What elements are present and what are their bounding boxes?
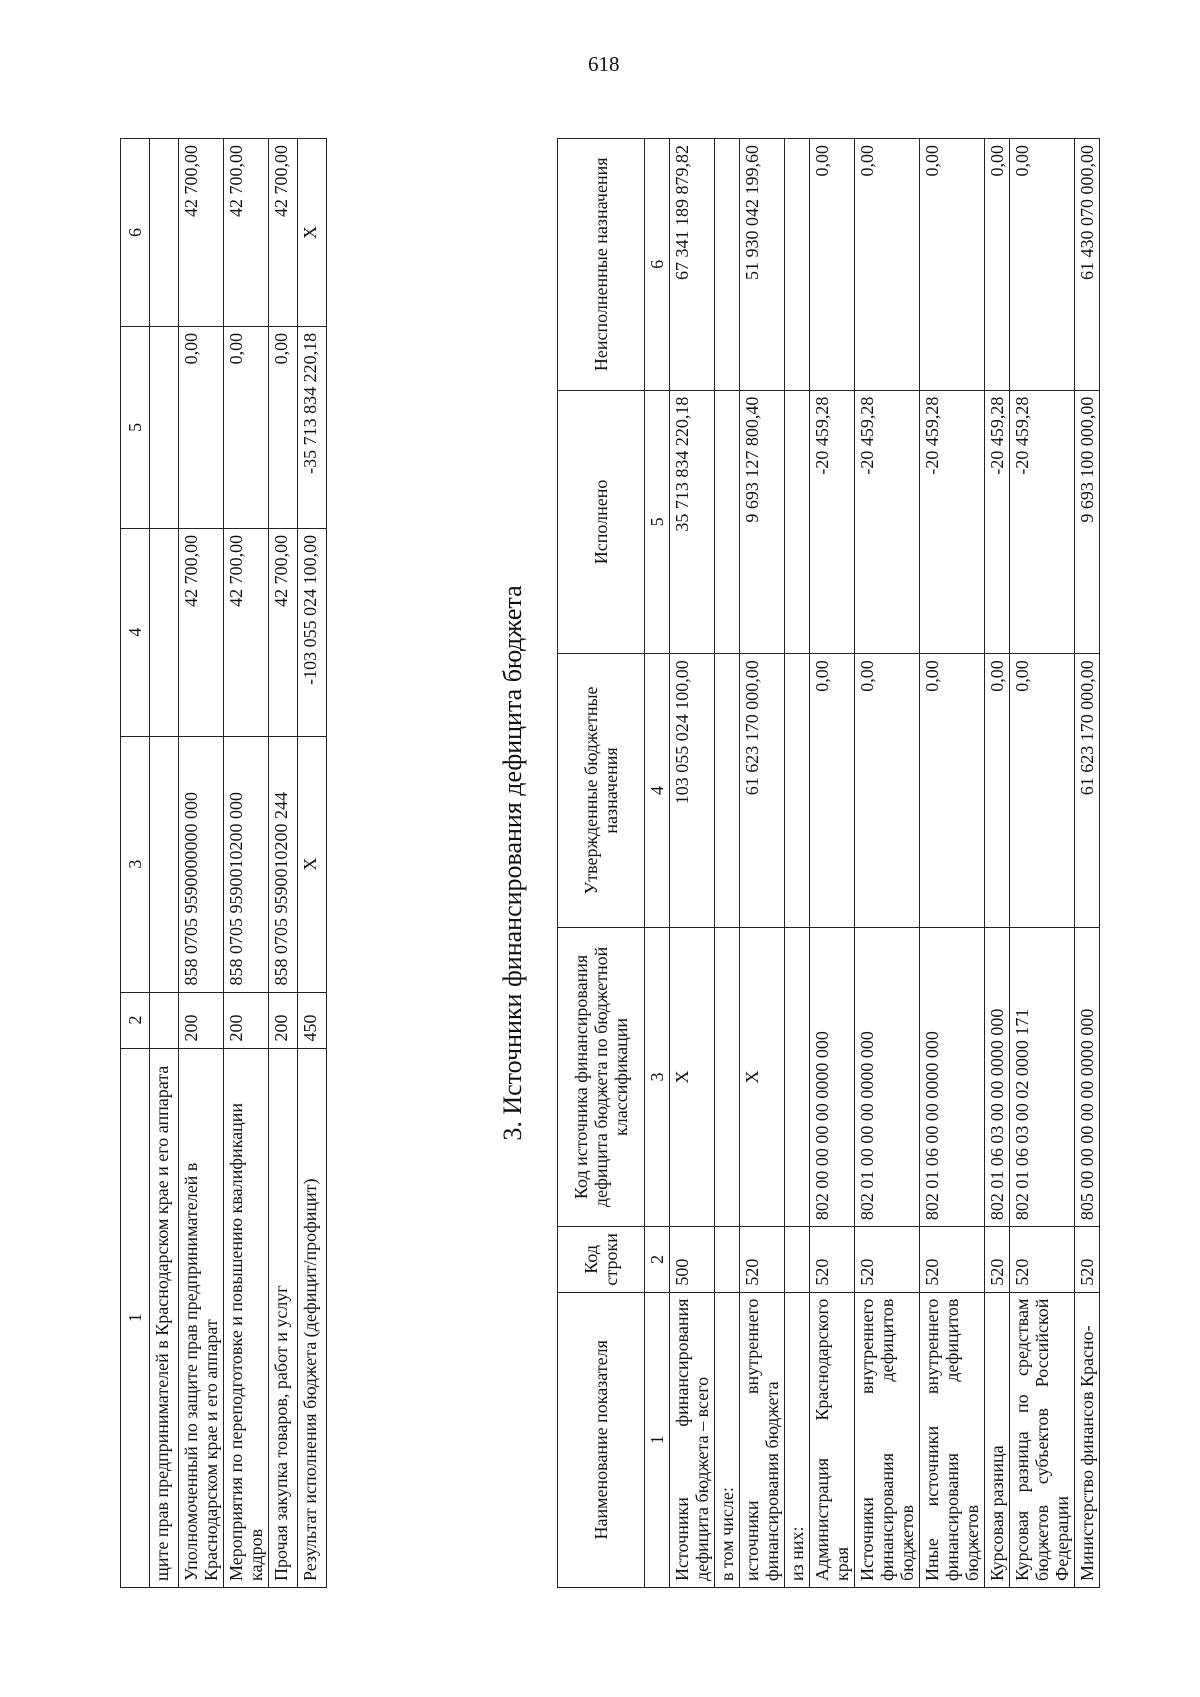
approved-value: 0,00 <box>920 654 985 928</box>
indicator-name: Результат исполнения бюджета (дефицит/профицит) <box>298 1048 327 1587</box>
unexecuted-value: 0,00 <box>1010 139 1075 391</box>
budget-code: X <box>670 927 715 1226</box>
page-number: 618 <box>588 52 620 76</box>
budget-code <box>715 927 740 1226</box>
approved-value: 61 623 170 000,00 <box>740 654 785 928</box>
column-number: 3 <box>645 927 670 1226</box>
budget-code: 802 01 00 00 00 0000 000 <box>855 927 920 1226</box>
approved-value: 0,00 <box>985 654 1010 928</box>
table-row <box>179 139 224 1588</box>
executed-value: -20 459,28 <box>855 390 920 654</box>
approved-value <box>150 528 179 736</box>
unexecuted-value <box>150 139 179 327</box>
table-row <box>920 139 985 1588</box>
table-row <box>224 139 269 1588</box>
approved-value: 103 055 024 100,00 <box>670 654 715 928</box>
approved-value: 0,00 <box>855 654 920 928</box>
section-title: 3. Источники финансирования дефицита бюджета <box>498 585 527 1141</box>
table-row <box>150 139 179 1588</box>
executed-value <box>785 390 810 654</box>
budget-code: X <box>740 927 785 1226</box>
executed-value: -20 459,28 <box>1010 390 1075 654</box>
executed-value: -35 713 834 220,18 <box>298 326 327 528</box>
header-line-code: Код строки <box>558 1227 645 1292</box>
unexecuted-value: 0,00 <box>810 139 855 391</box>
approved-value: 42 700,00 <box>179 528 224 736</box>
column-number: 4 <box>645 654 670 928</box>
approved-value: 42 700,00 <box>224 528 269 736</box>
unexecuted-value: 42 700,00 <box>224 139 269 327</box>
line-code <box>715 1227 740 1292</box>
table-header-row <box>121 139 150 1588</box>
approved-value: 42 700,00 <box>269 528 298 736</box>
line-code <box>150 992 179 1048</box>
column-number: 1 <box>645 1292 670 1587</box>
header-approved: Утвержденные бюджетные назначения <box>558 654 645 928</box>
executed-value: -20 459,28 <box>920 390 985 654</box>
executed-value: 9 693 127 800,40 <box>740 390 785 654</box>
approved-value: 0,00 <box>810 654 855 928</box>
line-code: 200 <box>224 992 269 1048</box>
budget-code: 802 01 06 03 00 00 0000 000 <box>985 927 1010 1226</box>
executed-value: -20 459,28 <box>810 390 855 654</box>
approved-value: 0,00 <box>1010 654 1075 928</box>
unexecuted-value: 42 700,00 <box>269 139 298 327</box>
executed-value <box>715 390 740 654</box>
table-row <box>1010 139 1075 1588</box>
budget-code <box>785 927 810 1226</box>
indicator-name: Прочая закупка товаров, работ и услуг <box>269 1048 298 1587</box>
table-row <box>740 139 785 1588</box>
column-number: 5 <box>121 326 150 528</box>
line-code: 200 <box>179 992 224 1048</box>
indicator-name: Курсовая разница по средствам бюджетов субъектов Российской Федерации <box>1010 1292 1075 1587</box>
table-row <box>810 139 855 1588</box>
indicator-name: Источники внутреннего финансирования дефицитов бюджетов <box>855 1292 920 1587</box>
line-code: 520 <box>1010 1227 1075 1292</box>
executed-value: 9 693 100 000,00 <box>1075 390 1100 654</box>
table-header-row <box>558 139 645 1588</box>
budget-code: 858 0705 9590000000 000 <box>179 736 224 992</box>
header-unexecuted: Неисполненные назначения <box>558 139 645 391</box>
line-code: 520 <box>985 1227 1010 1292</box>
table-row <box>715 139 740 1588</box>
approved-value <box>785 654 810 928</box>
column-number: 2 <box>121 992 150 1048</box>
indicator-name: Иные источники внутреннего финансирования дефицитов бюджетов <box>920 1292 985 1587</box>
budget-code: 858 0705 9590010200 000 <box>224 736 269 992</box>
executed-value: -20 459,28 <box>985 390 1010 654</box>
table-row <box>269 139 298 1588</box>
column-number: 2 <box>645 1227 670 1292</box>
unexecuted-value: 51 930 042 199,60 <box>740 139 785 391</box>
budget-code <box>150 736 179 992</box>
unexecuted-value <box>715 139 740 391</box>
budget-code: 805 00 00 00 00 00 0000 000 <box>1075 927 1100 1226</box>
unexecuted-value <box>785 139 810 391</box>
line-code: 520 <box>855 1227 920 1292</box>
table-row <box>298 139 327 1588</box>
approved-value: 61 623 170 000,00 <box>1075 654 1100 928</box>
unexecuted-value: 0,00 <box>985 139 1010 391</box>
approved-value: -103 055 024 100,00 <box>298 528 327 736</box>
rotated-content <box>120 128 1097 1588</box>
header-executed: Исполнено <box>558 390 645 654</box>
column-number: 6 <box>121 139 150 327</box>
expenses-table <box>120 138 327 1588</box>
column-number-row <box>645 139 670 1588</box>
line-code <box>785 1227 810 1292</box>
budget-code: X <box>298 736 327 992</box>
indicator-name: Мероприятия по переподготовке и повышению квалификации кадров <box>224 1048 269 1587</box>
executed-value: 0,00 <box>269 326 298 528</box>
column-number: 6 <box>645 139 670 391</box>
unexecuted-value: 61 430 070 000,00 <box>1075 139 1100 391</box>
column-number: 1 <box>121 1048 150 1587</box>
line-code: 500 <box>670 1227 715 1292</box>
line-code: 520 <box>920 1227 985 1292</box>
executed-value <box>150 326 179 528</box>
unexecuted-value: 42 700,00 <box>179 139 224 327</box>
budget-code: 858 0705 9590010200 244 <box>269 736 298 992</box>
indicator-name: Администрация Краснодарского края <box>810 1292 855 1587</box>
unexecuted-value: 67 341 189 879,82 <box>670 139 715 391</box>
executed-value: 0,00 <box>179 326 224 528</box>
indicator-name: Министерство финансов Красно- <box>1075 1292 1100 1587</box>
column-number: 5 <box>645 390 670 654</box>
header-budget-code: Код источника финансирования дефицита бюджета по бюджетной классификации <box>558 927 645 1226</box>
budget-code: 802 01 06 00 00 0000 000 <box>920 927 985 1226</box>
table-row <box>785 139 810 1588</box>
table-row <box>855 139 920 1588</box>
table-row <box>985 139 1010 1588</box>
indicator-name: Курсовая разница <box>985 1292 1010 1587</box>
unexecuted-value: 0,00 <box>920 139 985 391</box>
indicator-name: щите прав предпринимателей в Краснодарском крае и его аппарата <box>150 1048 179 1587</box>
header-indicator-name: Наименование показателя <box>558 1292 645 1587</box>
line-code: 520 <box>740 1227 785 1292</box>
executed-value: 0,00 <box>224 326 269 528</box>
unexecuted-value: 0,00 <box>855 139 920 391</box>
indicator-name: в том числе: <box>715 1292 740 1587</box>
line-code: 200 <box>269 992 298 1048</box>
indicator-name: из них: <box>785 1292 810 1587</box>
line-code: 520 <box>1075 1227 1100 1292</box>
column-number: 4 <box>121 528 150 736</box>
budget-code: 802 00 00 00 00 0000 000 <box>810 927 855 1226</box>
deficit-sources-table <box>557 138 1100 1588</box>
executed-value: 35 713 834 220,18 <box>670 390 715 654</box>
indicator-name: источники внутреннего финансирования бюджета <box>740 1292 785 1587</box>
line-code: 450 <box>298 992 327 1048</box>
column-number: 3 <box>121 736 150 992</box>
table-row <box>1075 139 1100 1588</box>
approved-value <box>715 654 740 928</box>
table-row <box>670 139 715 1588</box>
line-code: 520 <box>810 1227 855 1292</box>
indicator-name: Уполномоченный по защите прав предпринимателей в Краснодарском крае и его аппарат <box>179 1048 224 1587</box>
indicator-name: Источники финансирования дефицита бюджета – всего <box>670 1292 715 1587</box>
unexecuted-value: X <box>298 139 327 327</box>
budget-code: 802 01 06 03 00 02 0000 171 <box>1010 927 1075 1226</box>
